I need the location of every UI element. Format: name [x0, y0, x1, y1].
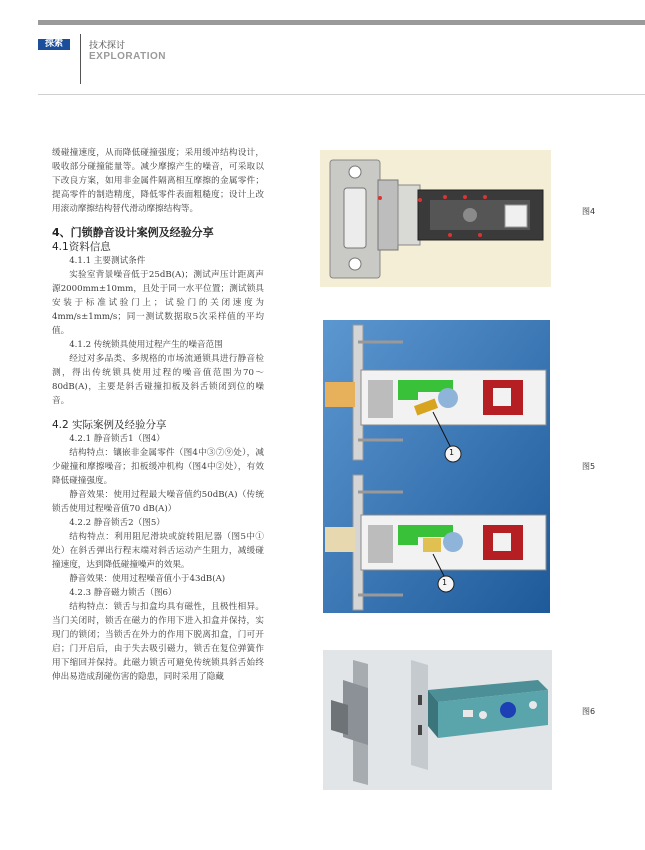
subheading-4-2-2: 4.2.2 静音锁舌2（图5）	[69, 518, 165, 528]
paragraph: 静音效果：使用过程最大噪音值约50dB(A)（传统锁舌使用过程噪音值70 dB(A)）	[52, 490, 264, 514]
figure-4-image	[320, 150, 551, 287]
paragraph: 静音效果：使用过程噪音值小于43dB(A)	[69, 574, 226, 584]
section-title-en: EXPLORATION	[89, 51, 166, 62]
heading-section-4: 4、门锁静音设计案例及经验分享	[52, 226, 214, 239]
subheading-4-2-3: 4.2.3 静音磁力锁舌（图6）	[69, 588, 177, 598]
figure-6-image	[323, 650, 552, 790]
subheading-4-1-1: 4.1.1 主要测试条件	[69, 256, 146, 266]
paragraph: 结构特点：利用阻尼滑块或旋转阻尼器（图5中①处）在斜舌弹出行程末端对斜舌运动产生阻力，减缓碰撞速度，达到降低碰撞噪声的效果。	[52, 532, 264, 570]
paragraph: 缓碰撞速度，从而降低碰撞强度；采用缓冲结构设计，吸收部分碰撞能量等。减少摩擦产生的噪音，可采取以下改良方案，如用非金属件隔离相互摩擦的金属零件；提高零件的制造精度，降低零件表面粗糙度；设计上改用滚动摩擦结构替代滑动摩擦结构等。	[52, 148, 264, 214]
header-divider	[80, 34, 81, 84]
callout-1-upper: 1	[449, 448, 455, 457]
paragraph: 实验室背景噪音低于25dB(A)；测试声压计距离声源2000mm±10mm，且处于同一水平位置；测试锁具安装于标准试验门上；试验门的关闭速度为4mm/s±1mm/s；同一测试数据取5次采样值的平均值。	[52, 270, 264, 336]
header-rule	[38, 94, 645, 95]
top-rule	[38, 20, 645, 25]
body-column	[52, 146, 264, 684]
figure-5-label: 图5	[582, 462, 596, 471]
heading-4-1: 4.1资料信息	[52, 241, 111, 253]
subheading-4-2-1: 4.2.1 静音锁舌1（图4）	[69, 434, 165, 444]
figure-4-label: 图4	[582, 207, 596, 216]
figure-6-label: 图6	[582, 707, 596, 716]
figure-5-image	[323, 320, 550, 613]
section-title-cn: 技术探讨	[89, 41, 126, 51]
subheading-4-1-2: 4.1.2 传统锁具使用过程产生的噪音范围	[69, 340, 223, 350]
paragraph: 结构特点：镶嵌非金属零件（图4中③⑦⑨处），减少碰撞和摩擦噪音；扣板缓冲机构（图4中②处），有效降低碰撞强度。	[52, 448, 264, 486]
paragraph: 结构特点：锁舌与扣盒均具有磁性，且极性相异。当门关闭时，锁舌在磁力的作用下进入扣盒并保持，实现门的锁闭；当锁舌在外力的作用下脱离扣盒，门可开启；门开启后，由于失去吸引磁力，锁舌在复位弹簧作用下缩回并保持。此磁力锁舌可避免传统锁具斜舌始终伸出易造成刮碰伤害的隐患，同时采用了隐藏	[52, 602, 264, 682]
heading-4-2: 4.2 实际案例及经验分享	[52, 419, 167, 431]
paragraph: 经过对多品类、多规格的市场流通锁具进行静音检测，得出传统锁具使用过程的噪音值范围为70～80dB(A)，主要是斜舌碰撞扣板及斜舌锁闭到位的噪音。	[52, 354, 264, 406]
callout-1-lower: 1	[442, 578, 448, 587]
section-tag: 探索	[38, 39, 70, 50]
